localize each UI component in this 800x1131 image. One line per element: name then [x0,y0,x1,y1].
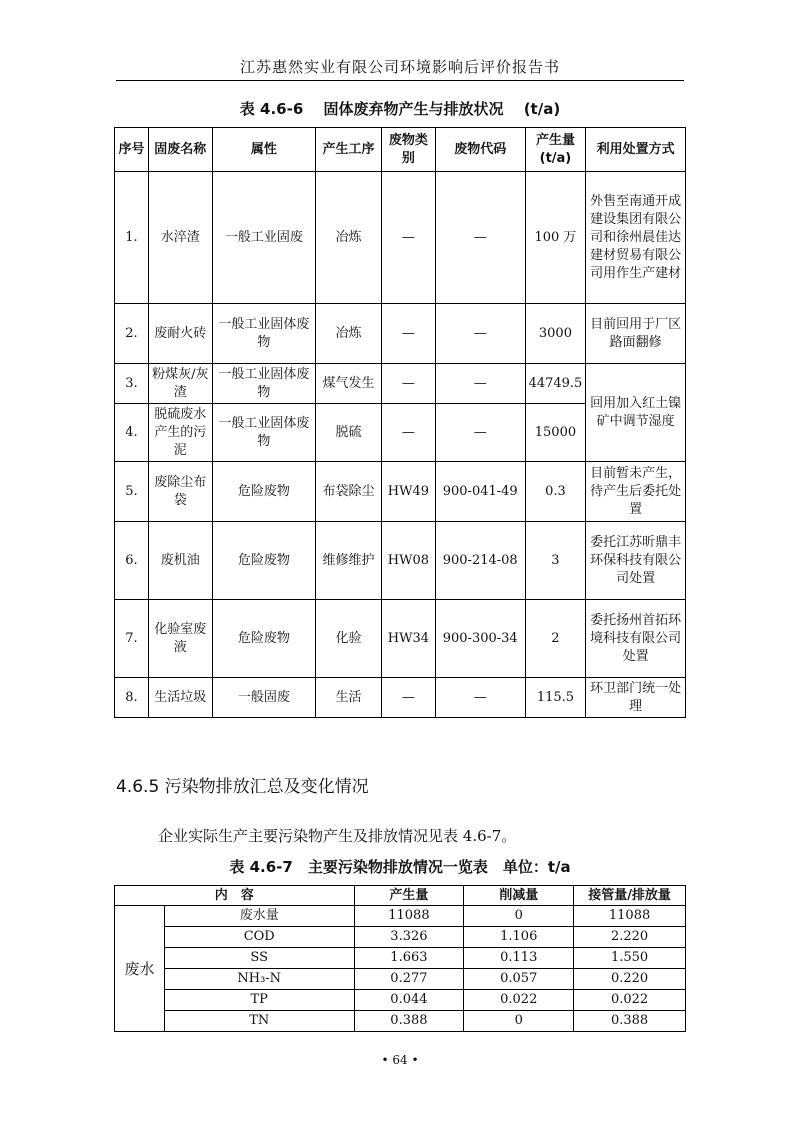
cell-generated: 0.388 [354,1011,464,1032]
table2-caption: 表 4.6-7 主要污染物排放情况一览表 单位：t/a [229,858,571,876]
cell-discharged: 0.388 [574,1011,686,1032]
cell-category: — [381,172,435,304]
cell-item: TN [164,1011,354,1032]
cell-quantity: 2 [525,600,586,678]
cell-disposal: 委托扬州首拓环境科技有限公司处置 [586,600,686,678]
header-cell: 废物代码 [435,128,525,172]
table-row [115,600,686,678]
table-row [115,990,686,1011]
cell-quantity: 100 万 [525,172,586,304]
cell-category: HW08 [381,522,435,600]
cell-process: 脱硫 [316,404,382,462]
cell-no: 6. [115,522,149,600]
cell-no: 1. [115,172,149,304]
cell-quantity: 3 [525,522,586,600]
table-row [115,678,686,718]
header-cell: 序号 [115,128,149,172]
cell-discharged: 1.550 [574,948,686,969]
cell-category: — [381,404,435,462]
cell-item: NH₃-N [164,969,354,990]
cell-quantity: 0.3 [525,462,586,522]
cell-disposal: 外售至南通开成建设集团有限公司和徐州晨佳达建材贸易有限公司用作生产建材 [586,172,686,304]
cell-no: 7. [115,600,149,678]
pollutant-summary-table [114,885,686,1032]
cell-generated: 0.044 [354,990,464,1011]
table-row [115,462,686,522]
cell-name: 废机油 [148,522,212,600]
cell-process: 维修维护 [316,522,382,600]
cell-no: 8. [115,678,149,718]
cell-code: — [435,172,525,304]
cell-process: 冶炼 [316,172,382,304]
cell-item: TP [164,990,354,1011]
cell-category: HW34 [381,600,435,678]
header-cell: 产生量 [354,886,464,906]
cell-code: — [435,364,525,404]
cell-category: — [381,364,435,404]
header-cell: 产生工序 [316,128,382,172]
cell-quantity: 44749.5 [525,364,586,404]
cell-name: 化验室废液 [148,600,212,678]
cell-no: 5. [115,462,149,522]
cell-disposal: 目前回用于厂区路面翻修 [586,304,686,364]
cell-reduced: 0 [464,906,574,927]
cell-discharged: 0.022 [574,990,686,1011]
header-cell: 产生量(t/a) [525,128,586,172]
cell-name: 粉煤灰/灰渣 [148,364,212,404]
cell-process: 煤气发生 [316,364,382,404]
body-paragraph: 企业实际生产主要污染物产生及排放情况见表 4.6-7。 [158,827,517,845]
cell-generated: 11088 [354,906,464,927]
cell-attr: 一般工业固体废物 [212,304,316,364]
cell-item: COD [164,927,354,948]
cell-disposal: 环卫部门统一处理 [586,678,686,718]
cell-category: HW49 [381,462,435,522]
cell-discharged: 11088 [574,906,686,927]
cell-name: 脱硫废水产生的污泥 [148,404,212,462]
cell-name: 废除尘布袋 [148,462,212,522]
cell-process: 布袋除尘 [316,462,382,522]
cell-generated: 0.277 [354,969,464,990]
cell-disposal-merged: 回用加入红土镍矿中调节湿度 [586,364,686,462]
table-row [115,522,686,600]
solid-waste-table [114,127,686,718]
table1-caption: 表 4.6-6 固体废弃物产生与排放状况 (t/a) [239,100,561,118]
cell-generated: 3.326 [354,927,464,948]
cell-item: SS [164,948,354,969]
cell-code: 900-041-49 [435,462,525,522]
cell-discharged: 2.220 [574,927,686,948]
cell-attr: 一般工业固体废物 [212,364,316,404]
cell-process: 冶炼 [316,304,382,364]
header-cell: 利用处置方式 [586,128,686,172]
cell-reduced: 0 [464,1011,574,1032]
cell-attr: 危险废物 [212,462,316,522]
page-number: • 64 • [381,1053,419,1067]
cell-code: 900-300-34 [435,600,525,678]
cell-process: 生活 [316,678,382,718]
cell-no: 4. [115,404,149,462]
group-label: 废水 [115,906,165,1032]
header-cell: 接管量/排放量 [574,886,686,906]
table-row [115,948,686,969]
cell-category: — [381,678,435,718]
table-row [115,172,686,304]
cell-attr: 一般固废 [212,678,316,718]
table-row [115,1011,686,1032]
header-cell: 废物类别 [381,128,435,172]
cell-item: 废水量 [164,906,354,927]
cell-quantity: 115.5 [525,678,586,718]
cell-name: 生活垃圾 [148,678,212,718]
cell-reduced: 0.113 [464,948,574,969]
cell-no: 3. [115,364,149,404]
table-row [115,969,686,990]
header-cell: 削减量 [464,886,574,906]
cell-reduced: 0.057 [464,969,574,990]
cell-attr: 危险废物 [212,522,316,600]
cell-process: 化验 [316,600,382,678]
cell-name: 水淬渣 [148,172,212,304]
section-heading: 4.6.5 污染物排放汇总及变化情况 [116,777,369,797]
table-row [115,906,686,927]
cell-disposal: 委托江苏昕鼎丰环保科技有限公司处置 [586,522,686,600]
table-row [115,304,686,364]
cell-code: — [435,678,525,718]
cell-code: — [435,404,525,462]
table-row [115,364,686,404]
header-rule [116,80,684,81]
header-cell: 固废名称 [148,128,212,172]
cell-attr: 一般工业固体废物 [212,404,316,462]
table-row [115,927,686,948]
cell-attr: 危险废物 [212,600,316,678]
cell-reduced: 1.106 [464,927,574,948]
cell-no: 2. [115,304,149,364]
cell-discharged: 0.220 [574,969,686,990]
cell-disposal: 目前暂未产生，待产生后委托处置 [586,462,686,522]
cell-code: — [435,304,525,364]
cell-quantity: 3000 [525,304,586,364]
cell-category: — [381,304,435,364]
cell-reduced: 0.022 [464,990,574,1011]
cell-code: 900-214-08 [435,522,525,600]
cell-quantity: 15000 [525,404,586,462]
cell-generated: 1.663 [354,948,464,969]
header-cell: 内 容 [115,886,355,906]
running-header: 江苏惠然实业有限公司环境影响后评价报告书 [239,58,560,76]
cell-name: 废耐火砖 [148,304,212,364]
cell-attr: 一般工业固废 [212,172,316,304]
header-cell: 属性 [212,128,316,172]
